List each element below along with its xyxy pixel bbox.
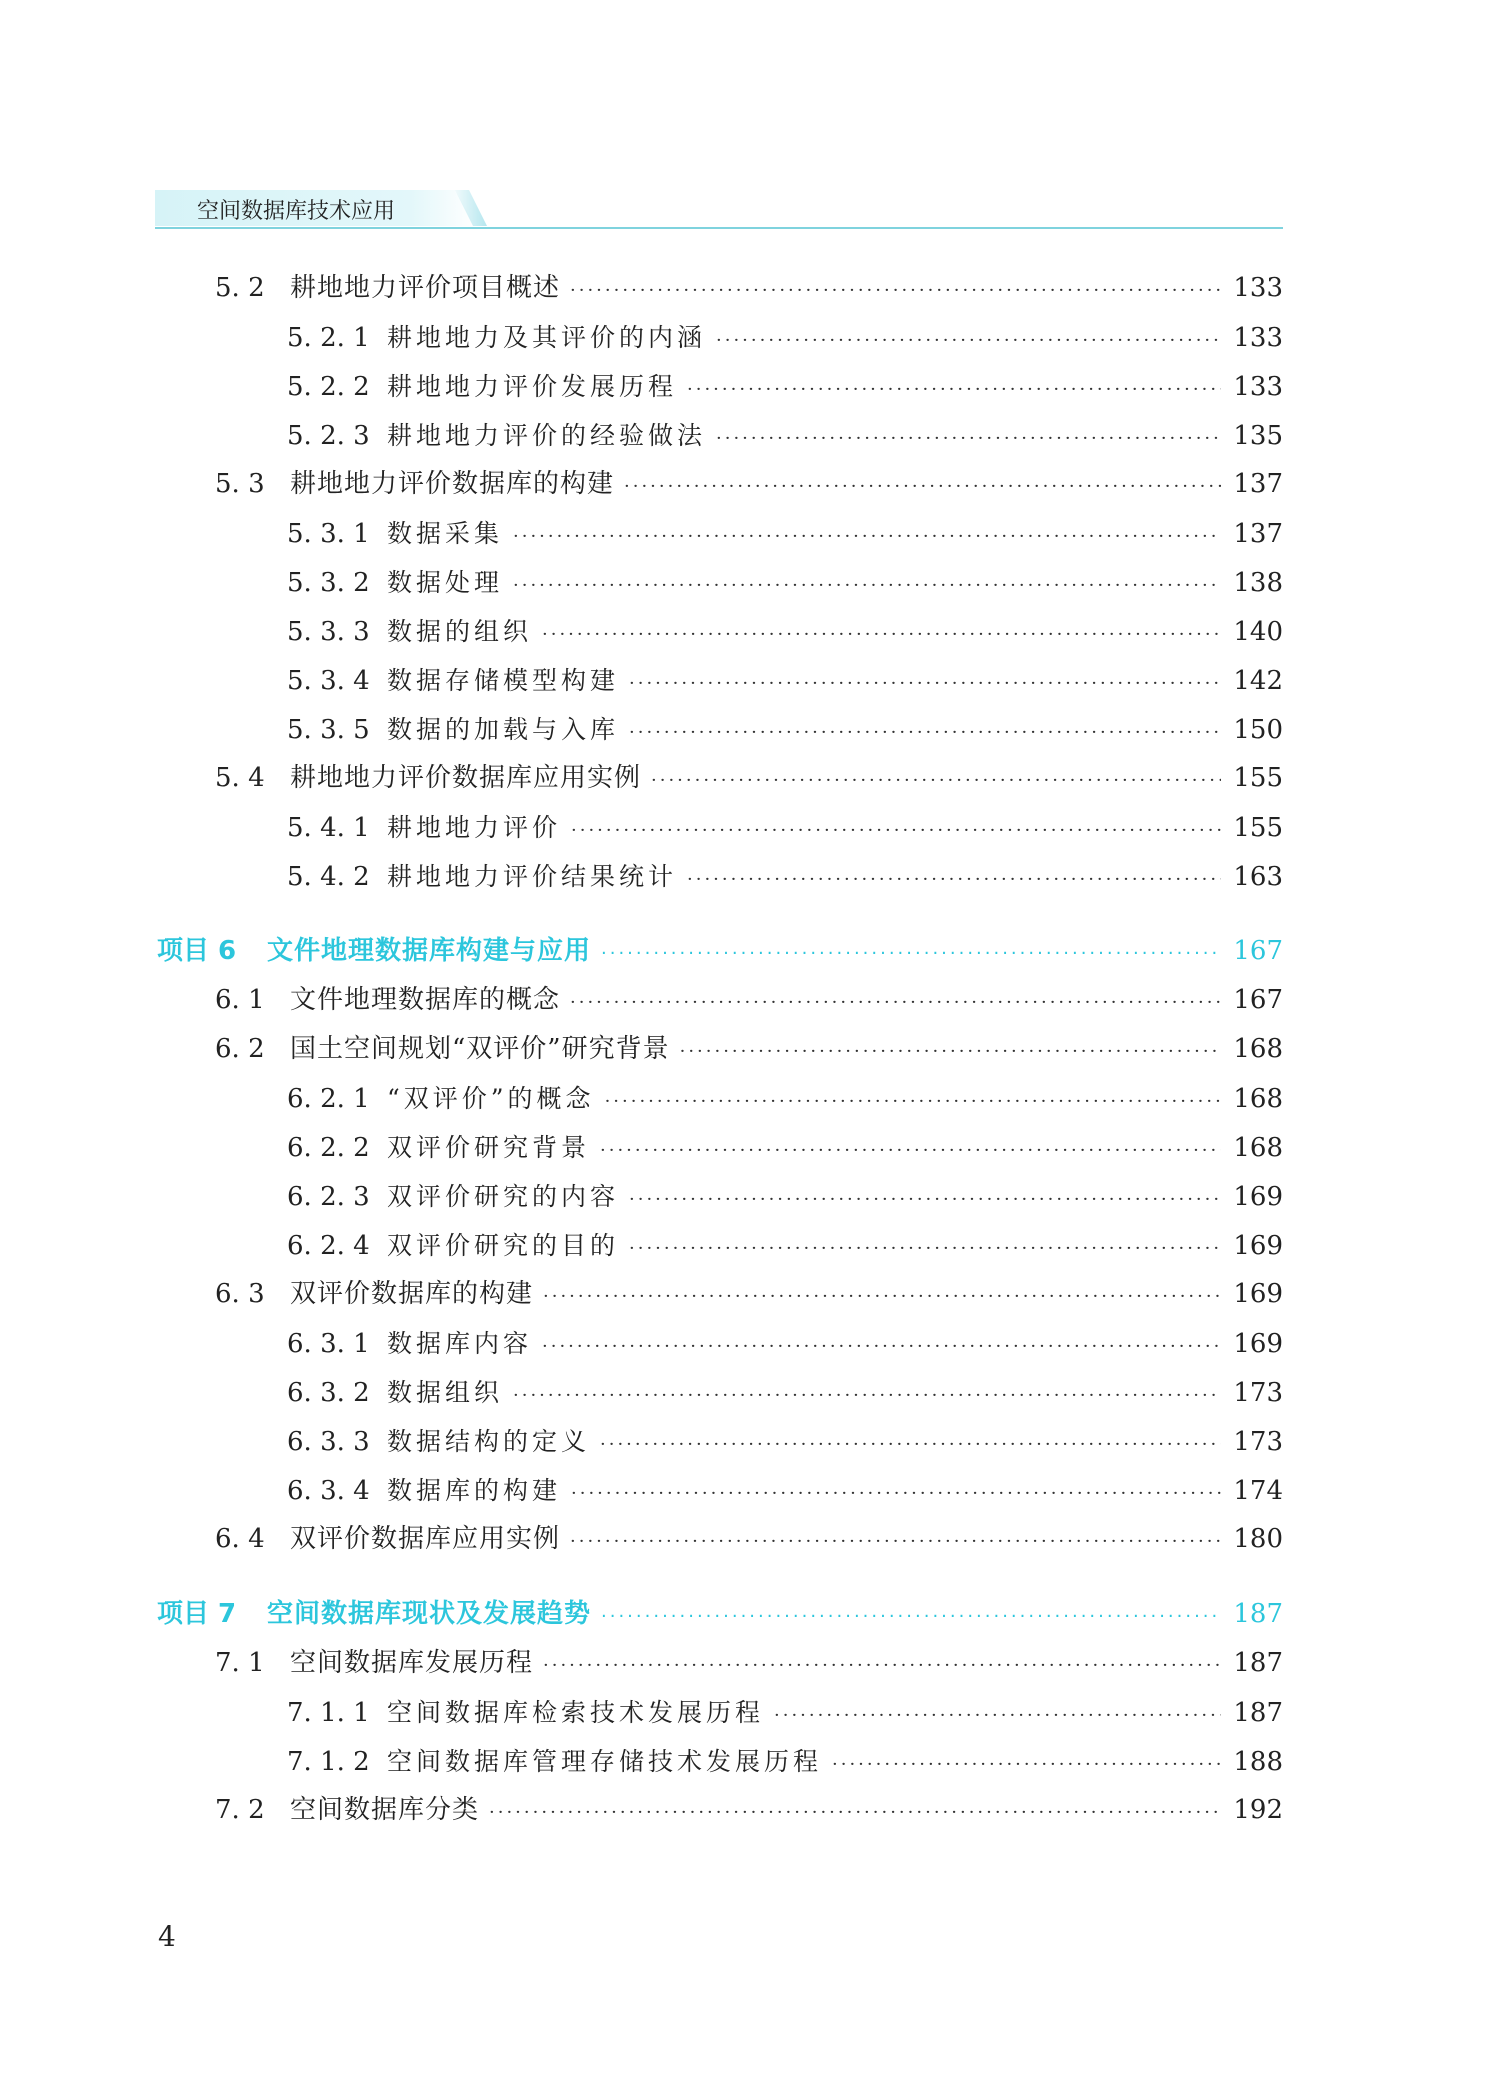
toc-subsection-entry[interactable] bbox=[155, 656, 1283, 705]
toc-subsection-entry[interactable] bbox=[155, 1368, 1283, 1417]
toc-entry-page: 188 bbox=[1233, 1747, 1283, 1777]
toc-entry-title: 双评价研究的目的 bbox=[387, 1231, 620, 1260]
table-of-contents bbox=[155, 264, 1283, 1835]
toc-entry-number: 5. 4 bbox=[215, 763, 265, 793]
toc-entry-page: 169 bbox=[1233, 1182, 1283, 1212]
toc-entry-title: 数据采集 bbox=[387, 519, 504, 548]
toc-section-entry[interactable] bbox=[155, 460, 1283, 509]
toc-entry-page: 133 bbox=[1233, 273, 1283, 303]
toc-entry-number: 5. 4. 1 bbox=[287, 813, 370, 843]
toc-entry-title: 国土空间规划“双评价”研究背景 bbox=[290, 1034, 670, 1064]
toc-subsection-entry[interactable] bbox=[155, 558, 1283, 607]
toc-entry-number: 5. 3. 5 bbox=[287, 715, 370, 745]
toc-entry-page: 187 bbox=[1233, 1648, 1283, 1678]
toc-subsection-entry[interactable] bbox=[155, 1074, 1283, 1123]
toc-dot-leader bbox=[542, 1322, 1221, 1371]
toc-subsection-entry[interactable] bbox=[155, 803, 1283, 852]
toc-dot-leader bbox=[570, 266, 1221, 315]
toc-entry-number: 6. 3. 1 bbox=[287, 1329, 370, 1359]
toc-entry-title: 耕地地力评价 bbox=[387, 813, 562, 842]
toc-entry-page: 180 bbox=[1233, 1524, 1283, 1554]
toc-entry-title: 耕地地力评价发展历程 bbox=[387, 372, 678, 401]
toc-entry-number: 5. 2 bbox=[215, 273, 265, 303]
toc-section-entry[interactable] bbox=[155, 1515, 1283, 1564]
toc-entry-page: 187 bbox=[1233, 1599, 1283, 1629]
toc-dot-leader bbox=[570, 978, 1221, 1027]
toc-entry-title: 数据存储模型构建 bbox=[387, 666, 620, 695]
toc-dot-leader bbox=[601, 1592, 1221, 1641]
toc-entry-number: 5. 2. 2 bbox=[287, 372, 370, 402]
toc-dot-leader bbox=[629, 708, 1221, 757]
toc-entry-page: 167 bbox=[1233, 985, 1283, 1015]
toc-dot-leader bbox=[571, 806, 1221, 855]
toc-entry-title: 空间数据库现状及发展趋势 bbox=[267, 1599, 592, 1629]
toc-entry-page: 133 bbox=[1233, 323, 1283, 353]
toc-entry-page: 173 bbox=[1233, 1427, 1283, 1457]
toc-entry-title: 文件地理数据库的概念 bbox=[290, 985, 561, 1015]
toc-entry-title: 数据组织 bbox=[387, 1378, 504, 1407]
toc-entry-page: 168 bbox=[1233, 1084, 1283, 1114]
toc-subsection-entry[interactable] bbox=[155, 1466, 1283, 1515]
toc-subsection-entry[interactable] bbox=[155, 607, 1283, 656]
page-number: 4 bbox=[158, 1920, 176, 1953]
toc-entry-title: 耕地地力评价数据库应用实例 bbox=[290, 763, 642, 793]
toc-entry-page: 137 bbox=[1233, 469, 1283, 499]
toc-entry-number: 7. 1. 1 bbox=[287, 1698, 370, 1728]
toc-section-entry[interactable] bbox=[155, 1270, 1283, 1319]
toc-entry-title: 空间数据库分类 bbox=[290, 1795, 480, 1825]
toc-entry-page: 140 bbox=[1233, 617, 1283, 647]
toc-dot-leader bbox=[543, 1641, 1221, 1690]
toc-entry-page: 173 bbox=[1233, 1378, 1283, 1408]
toc-entry-page: 163 bbox=[1233, 862, 1283, 892]
toc-section-entry[interactable] bbox=[155, 976, 1283, 1025]
toc-dot-leader bbox=[680, 1027, 1221, 1076]
toc-section-entry[interactable] bbox=[155, 264, 1283, 313]
toc-entry-title: 空间数据库检索技术发展历程 bbox=[387, 1698, 765, 1727]
running-header bbox=[155, 190, 1283, 228]
toc-entry-number: 6. 4 bbox=[215, 1524, 265, 1554]
toc-entry-number: 5. 3. 4 bbox=[287, 666, 370, 696]
toc-entry-number: 5. 2. 1 bbox=[287, 323, 370, 353]
toc-subsection-entry[interactable] bbox=[155, 313, 1283, 362]
toc-entry-number: 6. 1 bbox=[215, 985, 265, 1015]
toc-entry-number: 6. 2. 1 bbox=[287, 1084, 370, 1114]
header-rule bbox=[155, 227, 1283, 229]
toc-dot-leader bbox=[600, 1420, 1221, 1469]
toc-dot-leader bbox=[542, 610, 1221, 659]
toc-entry-page: 135 bbox=[1233, 421, 1283, 451]
toc-entry-page: 174 bbox=[1233, 1476, 1283, 1506]
toc-entry-page: 169 bbox=[1233, 1279, 1283, 1309]
toc-entry-title: 耕地地力评价项目概述 bbox=[290, 273, 561, 303]
toc-dot-leader bbox=[629, 659, 1221, 708]
toc-subsection-entry[interactable] bbox=[155, 852, 1283, 901]
toc-entry-title: “双评价”的概念 bbox=[387, 1084, 595, 1113]
toc-subsection-entry[interactable] bbox=[155, 1221, 1283, 1270]
toc-subsection-entry[interactable] bbox=[155, 705, 1283, 754]
toc-entry-title: 双评价研究背景 bbox=[387, 1133, 591, 1162]
toc-entry-page: 167 bbox=[1233, 936, 1283, 966]
toc-entry-title: 数据处理 bbox=[387, 568, 504, 597]
toc-chapter-entry[interactable] bbox=[155, 1590, 1283, 1639]
toc-subsection-entry[interactable] bbox=[155, 1417, 1283, 1466]
toc-dot-leader bbox=[624, 462, 1221, 511]
toc-entry-title: 空间数据库管理存储技术发展历程 bbox=[387, 1747, 823, 1776]
toc-entry-number: 6. 2. 2 bbox=[287, 1133, 370, 1163]
toc-section-entry[interactable] bbox=[155, 754, 1283, 803]
toc-dot-leader bbox=[716, 316, 1221, 365]
toc-entry-title: 双评价数据库应用实例 bbox=[290, 1524, 561, 1554]
toc-entry-number: 5. 3 bbox=[215, 469, 265, 499]
toc-entry-page: 187 bbox=[1233, 1698, 1283, 1728]
toc-entry-number: 7. 1. 2 bbox=[287, 1747, 370, 1777]
toc-entry-number: 项目 6 bbox=[157, 936, 237, 966]
toc-entry-title: 耕地地力及其评价的内涵 bbox=[387, 323, 707, 352]
toc-entry-page: 155 bbox=[1233, 763, 1283, 793]
toc-entry-number: 5. 3. 3 bbox=[287, 617, 370, 647]
toc-subsection-entry[interactable] bbox=[155, 1688, 1283, 1737]
toc-dot-leader bbox=[605, 1077, 1221, 1126]
toc-entry-number: 6. 3. 2 bbox=[287, 1378, 370, 1408]
toc-entry-page: 133 bbox=[1233, 372, 1283, 402]
toc-entry-number: 6. 3 bbox=[215, 1279, 265, 1309]
toc-entry-page: 168 bbox=[1233, 1133, 1283, 1163]
toc-dot-leader bbox=[774, 1691, 1221, 1740]
toc-entry-page: 192 bbox=[1233, 1795, 1283, 1825]
toc-entry-number: 5. 4. 2 bbox=[287, 862, 370, 892]
toc-entry-title: 耕地地力评价结果统计 bbox=[387, 862, 678, 891]
toc-dot-leader bbox=[629, 1175, 1221, 1224]
toc-dot-leader bbox=[600, 1126, 1221, 1175]
toc-entry-title: 双评价数据库的构建 bbox=[290, 1279, 534, 1309]
toc-entry-page: 138 bbox=[1233, 568, 1283, 598]
toc-dot-leader bbox=[716, 414, 1221, 463]
toc-entry-title: 双评价研究的内容 bbox=[387, 1182, 620, 1211]
book-title: 空间数据库技术应用 bbox=[197, 199, 396, 224]
toc-dot-leader bbox=[513, 1371, 1221, 1420]
toc-dot-leader bbox=[651, 756, 1221, 805]
toc-entry-page: 169 bbox=[1233, 1329, 1283, 1359]
toc-subsection-entry[interactable] bbox=[155, 1319, 1283, 1368]
toc-subsection-entry[interactable] bbox=[155, 411, 1283, 460]
toc-entry-number: 6. 3. 4 bbox=[287, 1476, 370, 1506]
toc-entry-page: 155 bbox=[1233, 813, 1283, 843]
toc-dot-leader bbox=[489, 1788, 1221, 1837]
toc-entry-title: 数据的组织 bbox=[387, 617, 533, 646]
toc-entry-number: 5. 2. 3 bbox=[287, 421, 370, 451]
toc-dot-leader bbox=[543, 1272, 1221, 1321]
toc-subsection-entry[interactable] bbox=[155, 1737, 1283, 1786]
toc-entry-page: 150 bbox=[1233, 715, 1283, 745]
toc-entry-number: 7. 2 bbox=[215, 1795, 265, 1825]
toc-dot-leader bbox=[629, 1224, 1221, 1273]
toc-entry-title: 空间数据库发展历程 bbox=[290, 1648, 534, 1678]
toc-section-entry[interactable] bbox=[155, 1639, 1283, 1688]
toc-dot-leader bbox=[601, 929, 1221, 978]
toc-dot-leader bbox=[571, 1469, 1221, 1518]
toc-entry-number: 6. 2. 3 bbox=[287, 1182, 370, 1212]
toc-subsection-entry[interactable] bbox=[155, 362, 1283, 411]
toc-entry-number: 6. 3. 3 bbox=[287, 1427, 370, 1457]
toc-entry-number: 6. 2 bbox=[215, 1034, 265, 1064]
toc-subsection-entry[interactable] bbox=[155, 1172, 1283, 1221]
toc-entry-title: 耕地地力评价数据库的构建 bbox=[290, 469, 615, 499]
toc-section-entry[interactable] bbox=[155, 1025, 1283, 1074]
toc-entry-title: 数据的加载与入库 bbox=[387, 715, 620, 744]
toc-dot-leader bbox=[687, 855, 1221, 904]
toc-entry-title: 数据结构的定义 bbox=[387, 1427, 591, 1456]
toc-entry-page: 137 bbox=[1233, 519, 1283, 549]
toc-entry-number: 5. 3. 1 bbox=[287, 519, 370, 549]
toc-entry-title: 数据库的构建 bbox=[387, 1476, 562, 1505]
toc-entry-page: 168 bbox=[1233, 1034, 1283, 1064]
toc-chapter-entry[interactable] bbox=[155, 927, 1283, 976]
toc-subsection-entry[interactable] bbox=[155, 1123, 1283, 1172]
toc-dot-leader bbox=[687, 365, 1221, 414]
toc-entry-number: 5. 3. 2 bbox=[287, 568, 370, 598]
toc-entry-title: 数据库内容 bbox=[387, 1329, 533, 1358]
toc-section-entry[interactable] bbox=[155, 1786, 1283, 1835]
toc-entry-title: 文件地理数据库构建与应用 bbox=[267, 936, 592, 966]
toc-entry-number: 6. 2. 4 bbox=[287, 1231, 370, 1261]
toc-entry-number: 项目 7 bbox=[157, 1599, 237, 1629]
toc-dot-leader bbox=[513, 512, 1221, 561]
toc-subsection-entry[interactable] bbox=[155, 509, 1283, 558]
toc-dot-leader bbox=[832, 1740, 1221, 1789]
toc-entry-number: 7. 1 bbox=[215, 1648, 265, 1678]
toc-entry-title: 耕地地力评价的经验做法 bbox=[387, 421, 707, 450]
toc-dot-leader bbox=[570, 1517, 1221, 1566]
toc-dot-leader bbox=[513, 561, 1221, 610]
toc-entry-page: 142 bbox=[1233, 666, 1283, 696]
toc-entry-page: 169 bbox=[1233, 1231, 1283, 1261]
